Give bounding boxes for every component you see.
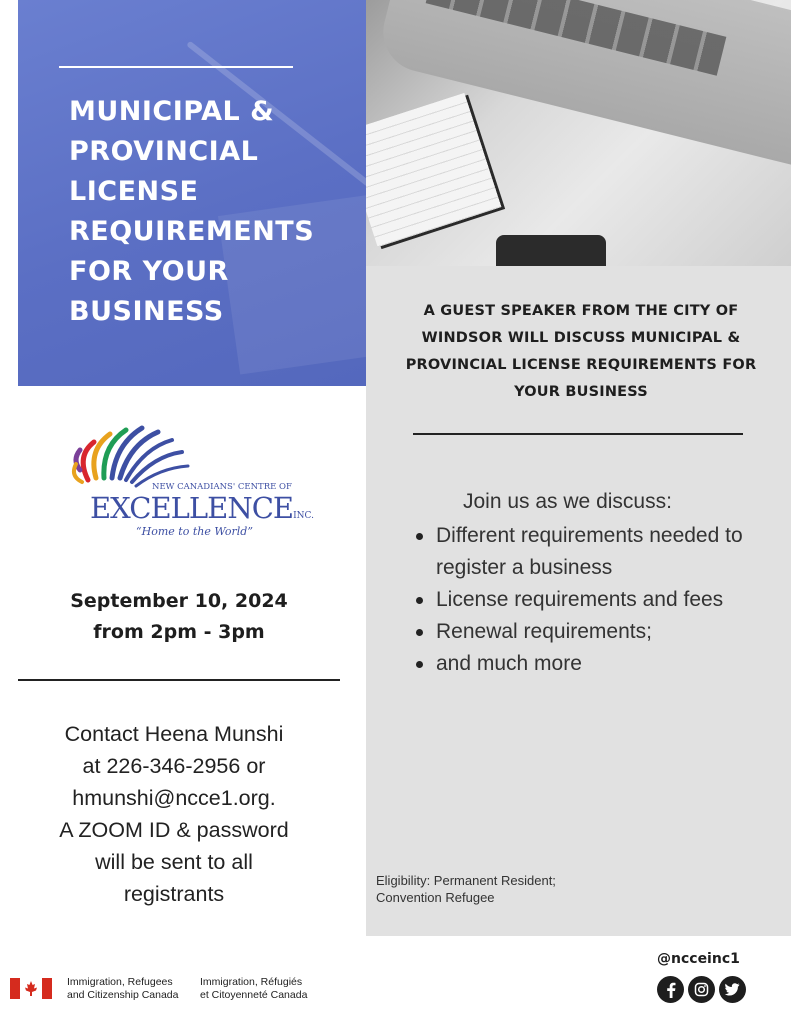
contact-line: registrants: [123, 882, 225, 906]
twitter-icon[interactable]: [719, 976, 746, 1003]
social-handle: @ncceinc1: [657, 951, 740, 967]
eligibility-note: [376, 872, 636, 906]
speaker-announcement: A GUEST SPEAKER FROM THE CITY OF WINDSOR WILL DISCUSS MUNICIPAL & PROVINCIAL LICENSE REQUIREMENTS FOR YOUR BUSINESS: [405, 303, 757, 400]
logo-tagline: “Home to the World”: [136, 525, 253, 538]
contact-email[interactable]: hmunshi@ncce1.org.: [72, 786, 276, 810]
list-item: Different requirements needed to register a business: [414, 520, 764, 584]
ircc-name-fr-line: et Citoyenneté Canada: [200, 989, 308, 1001]
contact-line: at 226-346-2956 or: [82, 754, 266, 778]
details-divider: [18, 679, 340, 681]
phone-image: [496, 235, 606, 266]
contact-line: will be sent to all: [95, 850, 253, 874]
hero-photo: [366, 0, 791, 266]
instagram-icon[interactable]: [688, 976, 715, 1003]
ircc-name-fr: [200, 976, 307, 1002]
eligibility-line: Convention Refugee: [376, 890, 495, 905]
facebook-icon[interactable]: [657, 976, 684, 1003]
ircc-name-en-line: Immigration, Refugees: [67, 976, 173, 988]
list-item: License requirements and fees: [414, 584, 764, 616]
hero-divider: [59, 66, 293, 68]
canada-flag-icon: [10, 978, 52, 999]
event-time: from 2pm - 3pm: [93, 621, 265, 643]
speaker-divider: [413, 433, 743, 435]
event-date: September 10, 2024: [70, 590, 288, 612]
contact-line: A ZOOM ID & password: [59, 818, 289, 842]
logo-suffix: INC.: [293, 511, 314, 521]
eligibility-line: Eligibility: Permanent Resident;: [376, 873, 556, 888]
ircc-name-en-line: and Citizenship Canada: [67, 989, 179, 1001]
list-item: and much more: [414, 648, 764, 680]
contact-info: [18, 718, 330, 910]
logo-wordmark: [90, 491, 314, 525]
logo-wordmark-text: EXCELLENCE: [90, 491, 294, 525]
ncce-logo: [68, 420, 314, 545]
ircc-name-fr-line: Immigration, Réfugiés: [200, 976, 303, 988]
event-datetime: [18, 586, 340, 648]
page-title: MUNICIPAL & PROVINCIAL LICENSE REQUIREMENTS FOR YOUR BUSINESS: [69, 96, 315, 327]
notebook-image: [366, 93, 501, 247]
agenda-heading: Join us as we discuss:: [463, 490, 672, 513]
contact-line: Contact Heena Munshi: [64, 722, 284, 746]
ircc-name-en: [67, 976, 179, 1002]
logo-text-top: NEW CANADIANS' CENTRE OF: [152, 482, 292, 492]
social-links: [657, 976, 746, 1003]
agenda-list: [414, 520, 764, 680]
list-item: Renewal requirements;: [414, 616, 764, 648]
